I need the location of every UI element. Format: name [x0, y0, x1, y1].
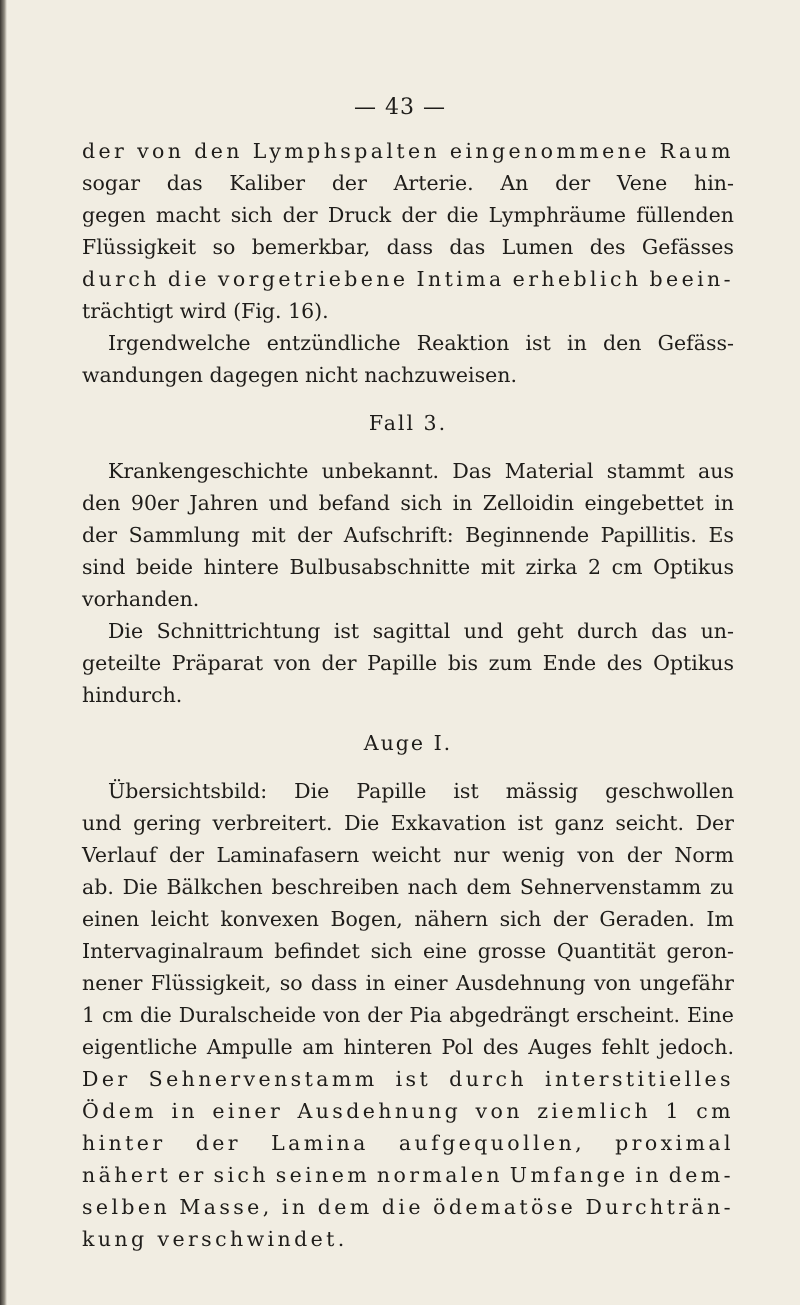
text-line: sind beide hintere Bulbusabschnitte mit zirka 2 cm Optikus — [82, 555, 734, 579]
paragraph — [82, 615, 734, 711]
text-line: einen leicht konvexen Bogen, nähern sich der Geraden. Im — [82, 907, 734, 931]
text-line: Übersichtsbild: Die Papille ist mässig geschwollen — [108, 779, 734, 803]
text-line: sogar das Kaliber der Arterie. An der Vene hin- — [82, 171, 734, 195]
paragraph — [82, 455, 734, 615]
paragraph — [82, 135, 734, 327]
text-line: nähert er sich seinem normalen Umfange in dem- — [82, 1163, 734, 1187]
text-line: wandungen dagegen nicht nachzuweisen. — [82, 363, 517, 387]
text-line: der Sammlung mit der Aufschrift: Beginnende Papillitis. Es — [82, 523, 734, 547]
text-line: der von den Lymphspalten eingenommene Raum — [82, 139, 734, 163]
text-line: gegen macht sich der Druck der die Lymphräume füllenden — [82, 203, 734, 227]
text-line: und gering verbreitert. Die Exkavation ist ganz seicht. Der — [82, 811, 734, 835]
text-line: Ödem in einer Ausdehnung von ziemlich 1 cm — [82, 1099, 734, 1123]
text-line: trächtigt wird (Fig. 16). — [82, 299, 329, 323]
text-line: hindurch. — [82, 683, 183, 707]
heading-line: Auge I. — [363, 731, 453, 755]
text-line: 1 cm die Duralscheide von der Pia abgedrängt erscheint. Eine — [82, 1003, 734, 1027]
heading-line: Fall 3. — [368, 411, 448, 435]
paragraph — [82, 327, 734, 391]
text-line: Irgendwelche entzündliche Reaktion ist in den Gefäss- — [108, 331, 734, 355]
text-line: durch die vorgetriebene Intima erheblich beein- — [82, 267, 734, 291]
text-line: kung verschwindet. — [82, 1227, 348, 1251]
text-line: nener Flüssigkeit, so dass in einer Ausdehnung von ungefähr — [82, 971, 734, 995]
text-line: Die Schnittrichtung ist sagittal und geht durch das un- — [108, 619, 734, 643]
text-line: Intervaginalraum befindet sich eine grosse Quantität geron- — [82, 939, 734, 963]
text-line: vorhanden. — [82, 587, 200, 611]
text-line: ab. Die Bälkchen beschreiben nach dem Sehnervenstamm zu — [82, 875, 734, 899]
section-heading — [82, 407, 734, 439]
text-line: eigentliche Ampulle am hinteren Pol des Auges fehlt jedoch. — [82, 1035, 734, 1059]
text-line: Der Sehnervenstamm ist durch interstitielles — [82, 1067, 734, 1091]
text-line: Verlauf der Laminafasern weicht nur wenig von der Norm — [82, 843, 734, 867]
page-number: — 43 — — [354, 95, 446, 120]
page-binding-edge — [0, 0, 7, 1305]
text-line: selben Masse, in dem die ödematöse Durchträn- — [82, 1195, 734, 1219]
text-line: Flüssigkeit so bemerkbar, dass das Lumen des Gefässes — [82, 235, 734, 259]
paragraph — [82, 775, 734, 1255]
section-heading — [82, 727, 734, 759]
text-line: geteilte Präparat von der Papille bis zum Ende des Optikus — [82, 651, 734, 675]
text-line: hinter der Lamina aufgequollen, proximal — [82, 1131, 734, 1155]
page-body — [82, 135, 734, 1255]
text-line: den 90er Jahren und befand sich in Zelloidin eingebettet in — [82, 491, 734, 515]
text-line: Krankengeschichte unbekannt. Das Material stammt aus — [108, 459, 734, 483]
